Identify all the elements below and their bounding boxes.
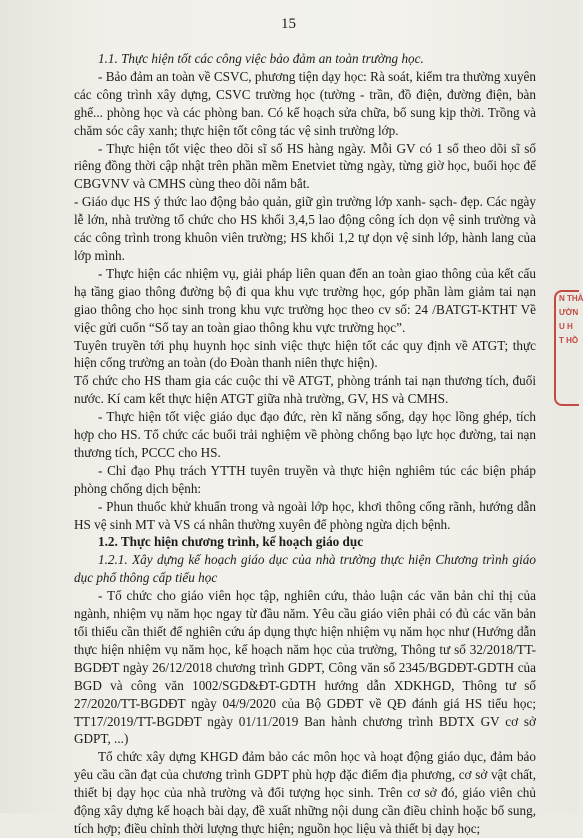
paragraph: Tổ chức xây dựng KHGD đảm bảo các môn học và hoạt động giáo dục, đảm bảo yêu cầu cần đạt của chương trình GDPT phù hợp đặc điểm địa phương, cơ sở vật chất, thiết bị dạy học của nhà trường và đối tượng học sinh. Trên cơ sở đó, giáo viên chủ động xây dựng kế hoạch bài dạy, đề xuất những nội dung cần điều chỉnh hoặc bổ sung, tích hợp; điều chỉnh thời lượng thực hiện; nguồn học liệu và thiết bị dạy học; xyxy=(74,749,536,836)
paragraph: 1.2.1. Xây dựng kế hoạch giáo dục của nhà trường thực hiện Chương trình giáo dục phổ thông cấp tiểu học xyxy=(74,552,536,586)
paragraph: 1.1. Thực hiện tốt các công việc bảo đảm an toàn trường học. xyxy=(98,51,424,66)
paragraph: - Giáo dục HS ý thức lao động bảo quản, giữ gìn trường lớp xanh- sạch- đẹp. Các ngày lễ lớn, nhà trường tổ chức cho HS khối 3,4,5 lao động công ích dọn vệ sinh trường và các công trình trong khuôn viên trường; HS khối 1,2 tự dọn vệ sinh lớp, hành lang của lớp mình. xyxy=(74,194,536,263)
paragraph: - Bảo đảm an toàn về CSVC, phương tiện dạy học: Rà soát, kiểm tra thường xuyên các công trình xây dựng, CSVC trường học (tường - trần, đồ điện, đường điện, bàn ghế... phòng học và các phòng ban. Có kế hoạch sửa chữa, bổ sung kịp thời. Trồng và chăm sóc cây xanh; thực hiện tốt công tác vệ sinh trường lớp. xyxy=(74,68,536,138)
stamp-text: U H xyxy=(559,322,573,331)
paragraph: - Thực hiện tốt việc theo dõi sĩ số HS hàng ngày. Mỗi GV có 1 sổ theo dõi sĩ số riêng đồng thời cập nhật trên phần mềm Enetviet từng ngày, từng giờ học, buổi học để CBGVNV và CMHS cùng theo dõi nắm bắt. xyxy=(74,140,536,192)
paragraph: Tổ chức cho HS tham gia các cuộc thi về ATGT, phòng tránh tai nạn thương tích, đuối nước. Kí cam kết thực hiện ATGT giữa nhà trường, GV, HS và CMHS. xyxy=(74,373,536,407)
paragraph: - Chỉ đạo Phụ trách YTTH tuyên truyền và thực hiện nghiêm túc các biện pháp phòng chống dịch bệnh: xyxy=(74,462,536,496)
page-number: 15 xyxy=(281,16,296,32)
red-stamp-edge xyxy=(554,290,583,406)
paragraph: - Thực hiện tốt việc giáo dục đạo đức, rèn kĩ năng sống, dạy học lồng ghép, tích hợp cho HS. Tổ chức các buổi trải nghiệm về phòng chống bạo lực học đường, tai nạn thương tích, PCCC cho HS. xyxy=(74,409,536,460)
paragraph: Tuyên truyền tới phụ huynh học sinh việc thực hiện tốt các quy định về ATGT; thực hiện cổng trường an toàn (do Đoàn thanh niên thực hiện). xyxy=(74,337,536,371)
paragraph: - Tổ chức cho giáo viên học tập, nghiên cứu, thảo luận các văn bản chỉ thị của ngành, nhiệm vụ năm học ngay từ đầu năm. Yêu cầu giáo viên phải có đủ các văn bản tối thiểu cần thiết để nghiên cứu áp dụng thực hiện nhiệm vụ năm học như (Hướng dẫn thực hiện nhiệm vụ năm học, kế hoạch năm học của trường, Thông tư số 32/2018/TT-BGDĐT ngày 26/12/2018 chương trình GDPT, Công văn số 2345/BGDĐT-GDTH của BGD và công văn 1002/SGD&ĐT-GDTH hướng dẫn XDKHGD, Thông tư số 27/2020/TT-BGDĐT ngày 04/9/2020 của Bộ GDĐT về QĐ đánh giá HS tiểu học; TT17/2019/TT-BGDĐT ngày 01/11/2019 Ban hành chương trình BDTX GV cơ sở GDPT, ...) xyxy=(74,588,536,747)
paragraph: 1.2. Thực hiện chương trình, kế hoạch giáo dục xyxy=(98,534,364,550)
stamp-text: T HỒ xyxy=(559,336,579,345)
stamp-text: ƯỜN xyxy=(559,308,579,317)
stamp-text: N THÀ xyxy=(559,294,583,303)
paragraph: - Thực hiện các nhiệm vụ, giải pháp liên quan đến an toàn giao thông của kết cấu hạ tầng giao thông đường bộ đi qua khu vực trường học, góp phần làm giảm tai nạn giao thông cho học sinh trong khu vực trường học theo cv số: 24 /BATGT-KTHT Về việc gửi cuốn “Sổ tay an toàn giao thông khu vực trường học”. xyxy=(74,265,536,335)
paragraph: - Phun thuốc khử khuẩn trong và ngoài lớp học, khơi thông cống rãnh, hướng dẫn HS vệ sinh MT và VS cá nhân thường xuyên để phòng ngừa dịch bệnh. xyxy=(74,498,536,532)
document-body xyxy=(74,50,536,838)
